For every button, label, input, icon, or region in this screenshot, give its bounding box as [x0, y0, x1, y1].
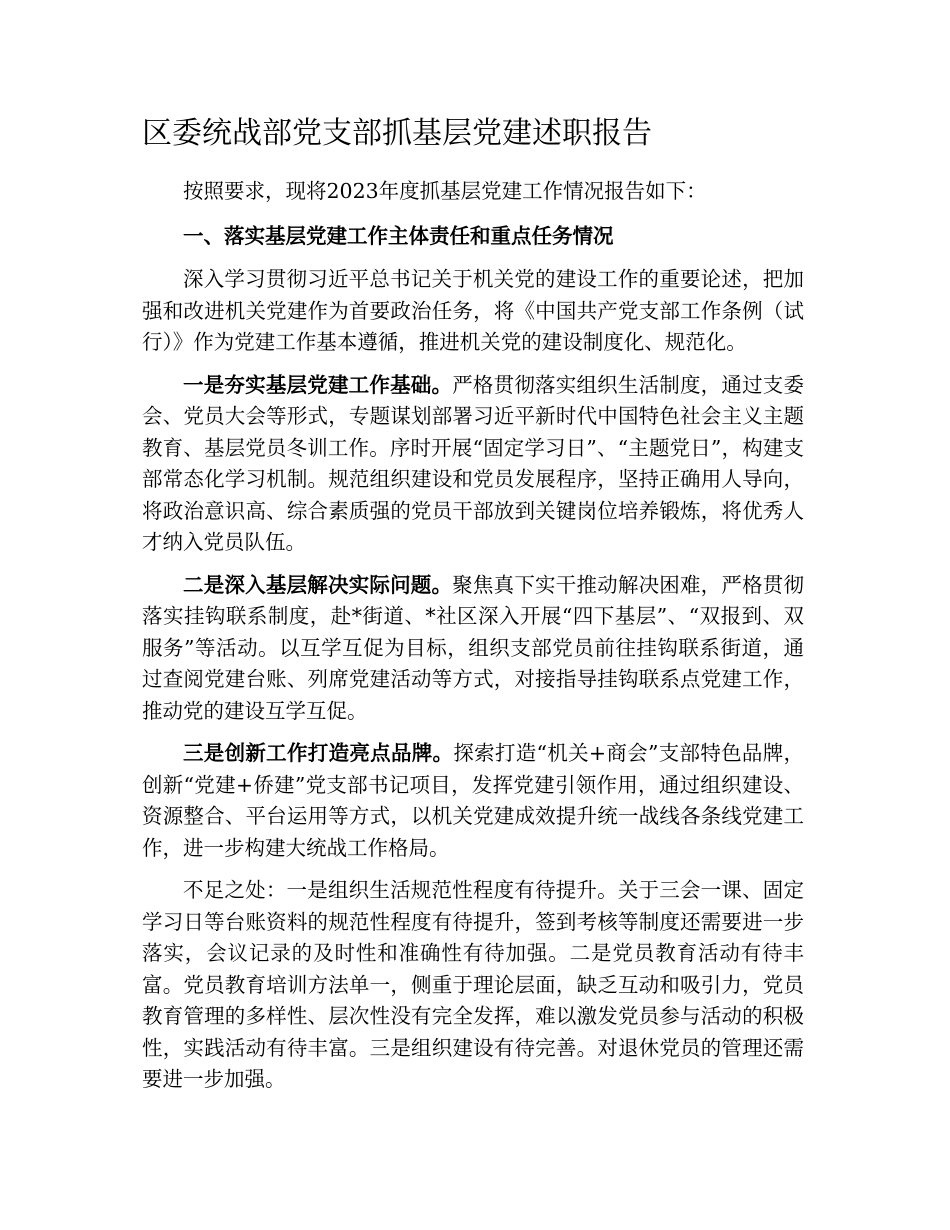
point-one-body: 严格贯彻落实组织生活制度，通过支委会、党员大会等形式，专题谋划部署习近平新时代中国特色社会主义主题教育、基层党员冬训工作。序时开展“固定学习日”、“主题党日”，构建支部常态化学习机制。规范组织建设和党员发展程序，坚持正确用人导向，将政治意识高、综合素质强的党员干部放到关键岗位培养锻炼，将优秀人才纳入党员队伍。 [142, 372, 805, 554]
point-two-paragraph [142, 570, 804, 728]
document-title: 区委统战部党支部抓基层党建述职报告 [142, 116, 652, 151]
point-two-lead: 二是深入基层解决实际问题。 [183, 572, 453, 597]
point-three-body: 探索打造“机关+商会”支部特色品牌，创新“党建+侨建”党支部书记项目，发挥党建引领作用，通过组织建设、资源整合、平台运用等方式，以机关党建成效提升统一战线各条线党建工作，进一步构建大统战工作格局。 [142, 741, 805, 860]
section-heading: 一、落实基层党建工作主体责任和重点任务情况 [183, 223, 614, 248]
point-one-paragraph [142, 370, 804, 559]
point-three-lead: 三是创新工作打造亮点品牌。 [183, 741, 454, 765]
point-two-body: 聚焦真下实干推动解决困难，严格贯彻落实挂钩联系制度，赴*街道、*社区深入开展“四下基层”、“双报到、双服务”等活动。以互学互促为目标，组织支部党员前往挂钩联系街道，通过查阅党建台账、列席党建活动等方式，对接指导挂钩联系点党建工作，推动党的建设互学互促。 [142, 572, 805, 723]
point-three-paragraph [142, 738, 804, 864]
document-body [142, 116, 804, 1107]
shortcomings-paragraph: 不足之处：一是组织生活规范性程度有待提升。关于三会一课、固定学习日等台账资料的规范性程度有待提升，签到考核等制度还需要进一步落实，会议记录的及时性和准确性有待加强。二是党员教育活动有待丰富。党员教育培训方法单一，侧重于理论层面，缺乏互动和吸引力，党员教育管理的多样性、层次性没有完全发挥，难以激发党员参与活动的积极性，实践活动有待丰富。三是组织建设有待完善。对退休党员的管理还需要进一步加强。 [142, 878, 804, 1091]
point-one-lead: 一是夯实基层党建工作基础。 [183, 372, 453, 397]
intro-paragraph: 按照要求，现将2023年度抓基层党建工作情况报告如下： [183, 179, 707, 203]
overview-paragraph: 深入学习贯彻习近平总书记关于机关党的建设工作的重要论述，把加强和改进机关党建作为首要政治任务，将《中国共产党支部工作条例（试行）》作为党建工作基本遵循，推进机关党的建设制度化、规范化。 [142, 267, 804, 354]
